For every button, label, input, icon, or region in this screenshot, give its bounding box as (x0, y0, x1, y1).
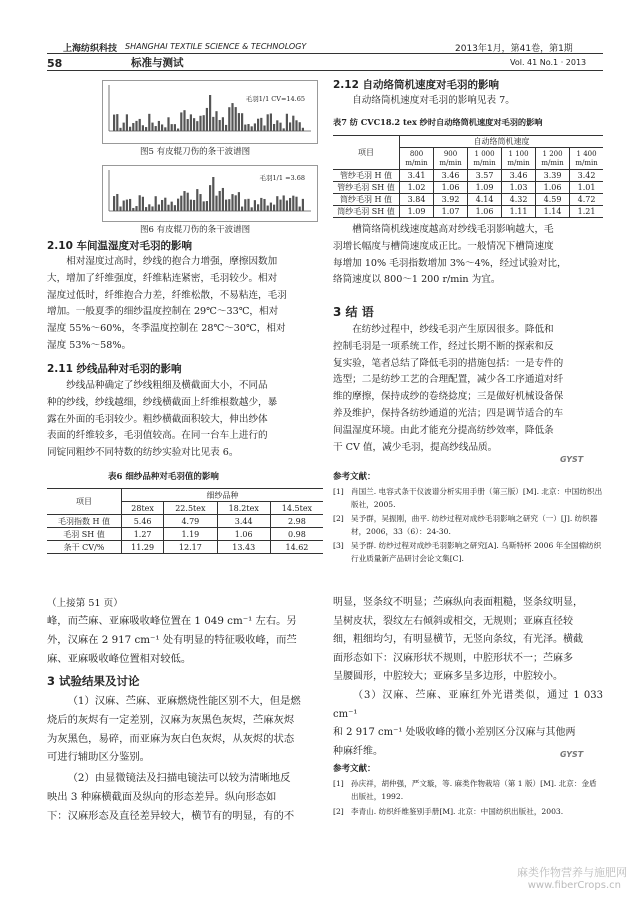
spectrum-bar (151, 123, 153, 131)
text-line: 露在外面的毛羽较少。粗纱横截面积较大，伸出纱体 (47, 413, 268, 425)
spectrum-bar (283, 128, 285, 131)
text-line: 湿度过低时，纤维抱合力差，纤维松散，不易粘连，毛羽 (47, 289, 287, 301)
section-2-12-title: 2.12 自动络筒机速度对毛羽的影响 (333, 79, 500, 91)
continued-left-intro (47, 612, 323, 668)
reference-text: 孙庆祥，胡仲强，严文璇，等. 麻类作物栽培（第 1 版）[M]. 北京：金盾出版社，1992. (351, 779, 597, 801)
spectrum-bar (295, 120, 297, 131)
table-6-cell: 1.27 (122, 528, 164, 541)
text-line: 峰，而苎麻、亚麻吸收峰位置在 1 049 cm⁻¹ 左右。另 (47, 615, 297, 627)
text-line: 每增加 10% 毛羽指数增加 3%～4%，经过试验对比， (333, 257, 567, 269)
issue-info-cn: 2013年1月，第41卷，第1期 (455, 44, 573, 54)
table-7-cell: 1.07 (434, 206, 468, 218)
table-7-cell: 1.06 (468, 206, 502, 218)
spectrum-bar (273, 205, 275, 211)
table-6-cell: 2.98 (270, 515, 323, 528)
table-6-cell: 4.79 (164, 515, 217, 528)
section-2-11-title: 2.11 纱线品种对毛羽的影响 (47, 363, 182, 375)
table-row (333, 182, 603, 194)
table-6-col-header: 14.5tex (270, 502, 323, 515)
spectrum-bar (219, 120, 221, 131)
spectrum-bar (123, 123, 125, 131)
table-7-cell: 1.14 (536, 206, 570, 218)
table-6-cell: 1.19 (164, 528, 217, 541)
spectrum-bar (151, 206, 153, 211)
text-line: 复实验，笔者总结了降低毛羽的措施包括：一是专件的 (333, 357, 564, 369)
gyst-logo: GYST (560, 455, 584, 464)
spectrum-bar (164, 198, 166, 211)
spectrum-bar (273, 124, 275, 131)
text-line: 选型；二是纺纱工艺的合理配置，减少各工序通道对纤 (333, 374, 564, 386)
spectrum-bar (177, 129, 179, 131)
continued-references-title: 参考文献： (333, 764, 376, 774)
text-line: 面形态如下：汉麻形状不规则，中腔形状不一；苎麻多 (333, 652, 573, 664)
spectrum-bar (203, 201, 205, 211)
spectrum-bar (158, 205, 160, 211)
spectrum-bar (251, 126, 253, 131)
text-line: 在纺纱过程中，纱线毛羽产生原因很多。降低和 (352, 324, 554, 335)
spectrum-bar (139, 119, 141, 131)
text-line: 烧后的灰烬有一定差别，汉麻为灰黑色灰烬，苎麻灰烬 (47, 713, 295, 726)
text-line: 和 2 917 cm⁻¹ 处吸收峰的微小差别区分汉麻与其他两 (333, 727, 576, 739)
article-separator (47, 578, 603, 586)
spectrum-bar (161, 200, 163, 211)
header-rule (47, 53, 603, 54)
spectrum-bar (196, 189, 198, 211)
figure-5-plot (103, 81, 317, 143)
text-line: 间温湿度环境。由此才能充分提高纺纱效率，降低条 (333, 424, 554, 436)
spectrum-bar (187, 193, 189, 211)
spectrum-bar (247, 199, 249, 211)
table-row (47, 528, 323, 541)
table-6-cell: 12.17 (164, 541, 217, 554)
spectrum-bar (193, 118, 195, 131)
table-7-discussion (333, 222, 603, 289)
journal-name-cn: 上海纺织科技 (63, 44, 118, 54)
reference-text: 吴予群. 纺纱过程对成纱毛羽影响之研究[A]. 乌斯特杯 2006 年全国棉纺织行业质量新产品研讨会论文集[C]. (351, 541, 602, 563)
spectrum-bar (238, 192, 240, 211)
table-7-col-header: 1 400 m/min (570, 148, 603, 170)
header-rule-2 (47, 70, 603, 71)
text-line: 麻、亚麻吸收峰位置相对较低。 (47, 652, 192, 665)
text-line: 外，汉麻在 2 917 cm⁻¹ 处有明显的特征吸收峰，而苎 (47, 633, 297, 646)
spectrum-bar (164, 127, 166, 131)
spectrum-bar (148, 114, 150, 131)
spectrum-bar (279, 123, 281, 131)
spectrum-bar (295, 197, 297, 211)
spectrum-bar (193, 200, 195, 211)
table-7-row-label: 管纱毛羽 SH 值 (333, 182, 400, 194)
conclusion-title: 3 结 语 (333, 305, 374, 319)
table-7-cell: 3.92 (434, 194, 468, 206)
table-6-cell: 5.46 (122, 515, 164, 528)
table-7-cell: 3.46 (434, 170, 468, 182)
table-7-caption: 表7 纺 CVC18.2 tex 纱时自动络筒机速度对毛羽的影响 (333, 117, 543, 127)
spectrum-bar (113, 196, 115, 211)
text-line: 纱线品种确定了纱线粗细及横截面大小，不同品 (66, 380, 268, 391)
text-line: 维的摩擦，保持成纱的卷绕捻度；三是做好机械设备保 (333, 391, 564, 403)
section-2-12-intro: 自动络筒机速度对毛羽的影响见表 7。 (352, 95, 515, 106)
table-7-group-header: 自动络筒机速度 (400, 136, 604, 148)
spectrum-bar (145, 207, 147, 211)
spectrum-bar (171, 124, 173, 131)
table-6 (47, 488, 323, 554)
spectrum-bar (263, 125, 265, 131)
spectrum-bar (161, 124, 163, 131)
spectrum-bar (241, 113, 243, 131)
spectrum-bar (187, 119, 189, 131)
figure-5-inset: 毛羽1/1 CV=14.65 (245, 95, 305, 103)
table-7-cell: 1.09 (400, 206, 434, 218)
spectrum-bar (260, 198, 262, 211)
spectrum-bar (145, 127, 147, 131)
table-7-cell: 1.06 (434, 182, 468, 194)
table-7-col-header: 1 200 m/min (536, 148, 570, 170)
table-row (47, 541, 323, 554)
reference-number: [1] (333, 779, 344, 788)
table-6-col-header: 22.5tex (164, 502, 217, 515)
text-line: 可进行辅助区分鉴别。 (47, 751, 150, 764)
text-line: 明显，竖条纹不明显；苎麻纵向表面粗糙，竖条纹明显， (333, 597, 583, 608)
table-7-row-label: 筒纱毛羽 SH 值 (333, 206, 400, 218)
spectrum-bar (289, 198, 291, 211)
spectrum-bar (148, 204, 150, 211)
table-6-group-header: 细纱品种 (122, 489, 324, 502)
spectrum-bar (251, 207, 253, 211)
spectrum-bar (158, 121, 160, 131)
spectrum-bar (119, 128, 121, 131)
spectrum-bar (231, 194, 233, 211)
table-7-col-header: 1 100 m/min (502, 148, 536, 170)
spectrum-bar (180, 112, 182, 131)
table-7-cell: 1.02 (400, 182, 434, 194)
table-6-cell: 11.29 (122, 541, 164, 554)
reference-number: [2] (333, 514, 344, 523)
spectrum-bar (174, 124, 176, 131)
text-line: 表面的纤维较多，毛羽值较高。在同一台车上进行的 (47, 430, 268, 442)
spectrum-bar (235, 195, 237, 211)
spectrum-bar (228, 199, 230, 211)
text-line: 控制毛羽是一项系统工作，经过长期不断的探索和反 (333, 340, 554, 352)
table-6-row-label: 毛羽 SH 值 (47, 528, 122, 541)
spectrum-bar (270, 113, 272, 131)
spectrum-bar (219, 191, 221, 211)
figure-5-spectrum (102, 80, 318, 144)
spectrum-bar (260, 118, 262, 131)
spectrum-bar (286, 200, 288, 211)
table-7-col-header: 1 000 m/min (468, 148, 502, 170)
table-7-cell: 3.41 (400, 170, 434, 182)
reference-text: 吴予群，吴振刚，曲平. 纺纱过程对成纱毛羽影响之研究（一）[J]. 纺织器材，2006，33（6）：24-30. (351, 514, 598, 536)
table-7-cell: 1.09 (468, 182, 502, 194)
table-6-col-header: 28tex (122, 502, 164, 515)
spectrum-bar (279, 200, 281, 211)
spectrum-bar (215, 111, 217, 131)
text-line: 羽增长幅度与槽筒速度成正比。一般情况下槽筒速度 (333, 240, 554, 252)
spectrum-bar (215, 196, 217, 211)
reference-item (333, 778, 603, 803)
spectrum-bar (299, 122, 301, 131)
figure-6-caption: 图6 有皮辊刀伤的条干波谱图 (140, 225, 251, 235)
table-6-row-label: 毛羽指数 H 值 (47, 515, 122, 528)
text-line: 大，增加了纤维强度，纤维粘连紧密，毛羽较少。相对 (47, 272, 278, 284)
spectrum-bar (247, 124, 249, 131)
table-7-col-header: 800 m/min (400, 148, 434, 170)
spectrum-bar (203, 115, 205, 131)
spectrum-bar (183, 110, 185, 131)
reference-text: 肖国兰. 电容式条干仪波谱分析实用手册（第三版）[M]. 北京：中国纺织出版社，2005. (351, 487, 603, 509)
continued-right-body (333, 594, 603, 761)
spectrum-bar (225, 200, 227, 211)
table-6-col-header: 18.2tex (217, 502, 270, 515)
spectrum-bar (244, 199, 246, 211)
spectrum-bar (113, 115, 115, 131)
spectrum-bar (155, 196, 157, 211)
spectrum-bar (116, 114, 118, 131)
text-line: 槽筒络筒机线速度越高对纱线毛羽影响越大，毛 (352, 224, 554, 235)
spectrum-bar (292, 116, 294, 131)
table-6-item-header: 项目 (47, 489, 122, 515)
spectrum-bar (254, 200, 256, 211)
spectrum-bar (139, 195, 141, 211)
spectrum-bar (254, 123, 256, 131)
spectrum-bar (123, 201, 125, 211)
spectrum-bar (225, 125, 227, 131)
text-line: 相对湿度过高时，纱线的抱合力增强，摩擦因数加 (66, 256, 278, 267)
table-7-cell: 1.01 (570, 182, 603, 194)
table-row (333, 206, 603, 218)
continued-label: （上接第 51 页） (47, 598, 123, 609)
table-7-cell: 4.72 (570, 194, 603, 206)
spectrum-bar (231, 103, 233, 131)
text-line: 络筒速度以 800～1 200 r/min 为宜。 (333, 274, 501, 286)
spectrum-bar (174, 205, 176, 211)
table-7-cell: 3.84 (400, 194, 434, 206)
text-line: 干 CV 值，减少毛羽，提高纱线品质。 (333, 441, 498, 453)
section-2-10-title: 2.10 车间温湿度对毛羽的影响 (47, 240, 193, 252)
reference-item (333, 540, 603, 565)
reference-number: [3] (333, 541, 344, 550)
table-6-row-label: 条干 CV/% (47, 541, 122, 554)
spectrum-bar (155, 126, 157, 131)
table-7-cell: 4.32 (502, 194, 536, 206)
reference-text: 李青山. 纺织纤维鉴别手册[M]. 北京：中国纺织出版社，2003. (351, 807, 564, 816)
table-7-cell: 1.11 (502, 206, 536, 218)
reference-number: [1] (333, 487, 344, 496)
table-7-item-header: 项目 (333, 136, 400, 170)
spectrum-bar (129, 127, 131, 131)
spectrum-bar (212, 177, 214, 211)
spectrum-bar (283, 195, 285, 211)
spectrum-bar (276, 120, 278, 131)
spectrum-bar (180, 196, 182, 211)
table-6-caption: 表6 细纱品种对毛羽值的影响 (108, 472, 219, 482)
spectrum-bar (212, 117, 214, 131)
table-6-cell: 13.43 (217, 541, 270, 554)
watermark-text: 麻类作物营养与施肥网 (517, 866, 627, 879)
text-line: （2）由显微镜法及扫描电镜法可以较为清晰地反 (67, 772, 291, 785)
gyst-logo-2: GYST (560, 750, 584, 759)
spectrum-bar (302, 128, 304, 131)
spectrum-bar (222, 188, 224, 211)
text-line: 呈腰圆形，中腔较大；亚麻多呈多边形，中腔较小。 (333, 671, 563, 683)
table-7-row-label: 管纱毛羽 H 值 (333, 170, 400, 182)
spectrum-bar (116, 194, 118, 211)
column-title: 标准与测试 (131, 57, 184, 69)
table-7-cell: 4.59 (536, 194, 570, 206)
page-number: 58 (47, 57, 63, 70)
spectrum-bar (190, 114, 192, 131)
spectrum-bar (190, 200, 192, 211)
table-7-cell: 4.14 (468, 194, 502, 206)
spectrum-bar (267, 114, 269, 131)
spectrum-bar (209, 95, 211, 131)
table-6-cell: 14.62 (270, 541, 323, 554)
spectrum-bar (257, 204, 259, 211)
spectrum-bar (238, 113, 240, 131)
spectrum-bar (222, 117, 224, 131)
reference-item (333, 806, 603, 819)
spectrum-bar (132, 123, 134, 131)
spectrum-bar (199, 194, 201, 211)
spectrum-bar (129, 199, 131, 211)
spectrum-bar (289, 122, 291, 131)
spectrum-bar (228, 107, 230, 131)
references-list (333, 486, 603, 565)
spectrum-bar (177, 199, 179, 211)
figure-6-inset: 毛羽1/1 =3.68 (259, 174, 305, 182)
reference-item (333, 486, 603, 511)
table-7-cell: 3.42 (570, 170, 603, 182)
spectrum-bar (167, 117, 169, 131)
table-row (333, 170, 603, 182)
section-2-10-body (47, 254, 323, 355)
spectrum-bar (267, 206, 269, 211)
journal-name-en: SHANGHAI TEXTILE SCIENCE & TECHNOLOGY (125, 42, 307, 51)
spectrum-bar (196, 121, 198, 131)
continued-references-list (333, 778, 603, 819)
spectrum-bar (302, 199, 304, 211)
table-7-cell: 1.03 (502, 182, 536, 194)
text-line: 湿度 55%～60%，冬季温度控制在 28℃～30℃，相对 (47, 323, 286, 335)
spectrum-bar (142, 125, 144, 131)
text-line: 下：汉麻形态及直径差异较大，横节有的明显，有的不 (47, 809, 295, 822)
section-2-11-body (47, 378, 323, 462)
table-7-cell: 3.57 (468, 170, 502, 182)
spectrum-bar (119, 206, 121, 211)
table-row (333, 194, 603, 206)
issue-info-en: Vol. 41 No.1 · 2013 (510, 58, 587, 67)
figure-6-spectrum (102, 165, 318, 222)
watermark-url: www.fiberCrops.cn (527, 880, 621, 891)
spectrum-bar (126, 200, 128, 211)
spectrum-bar (235, 107, 237, 131)
text-line: （1）汉麻、苎麻、亚麻燃烧性能区别不大，但是燃 (67, 695, 301, 707)
spectrum-bar (206, 108, 208, 131)
text-line: （3）汉麻、苎麻、亚麻红外光谱类似，通过 1 033 cm⁻¹ (333, 689, 603, 720)
text-line: 湿度 53%～58%。 (47, 339, 132, 351)
spectrum-bar (183, 191, 185, 211)
conclusion-body (333, 322, 603, 456)
section-3-title: 3 试验结果及讨论 (47, 674, 140, 688)
table-6-cell: 1.06 (217, 528, 270, 541)
section-3-body (47, 692, 323, 826)
spectrum-bar (132, 208, 134, 211)
spectrum-bar (142, 197, 144, 211)
text-line: 为灰黑色，易碎，而亚麻为灰白色灰烬，从灰烬的状态 (47, 732, 295, 745)
spectrum-bar (171, 202, 173, 211)
spectrum-bar (292, 196, 294, 211)
spectrum-bar (135, 206, 137, 211)
table-7 (333, 135, 603, 218)
spectrum-bar (135, 121, 137, 131)
table-7-col-header: 900 m/min (434, 148, 468, 170)
text-line: 映出 3 种麻横截面及纵向的形态差异。纵向形态如 (47, 790, 277, 803)
reference-item (333, 513, 603, 538)
text-line: 同锭同粗纱不同特数的纺纱实验对比见表 6。 (47, 447, 239, 459)
reference-number: [2] (333, 807, 344, 816)
spectrum-bar (126, 114, 128, 131)
spectrum-bar (199, 116, 201, 131)
table-7-row-label: 筒纱毛羽 H 值 (333, 194, 400, 206)
references-title: 参考文献： (333, 472, 376, 482)
spectrum-bar (299, 207, 301, 211)
spectrum-bar (244, 125, 246, 131)
spectrum-bar (263, 199, 265, 211)
text-line: 细，粗细均匀，有明显横节，无竖向条纹，有光泽。横截 (333, 634, 583, 646)
text-line: 呈树皮状，裂纹左右倾斜或相交，无规则；亚麻直径较 (333, 615, 573, 627)
spectrum-bar (286, 114, 288, 131)
text-line: 种麻纤维。 (333, 745, 383, 757)
text-line: 养及维护，保持各纺纱通道的光洁；四是调节适合的车 (333, 407, 564, 419)
table-row (47, 515, 323, 528)
table-7-cell: 3.39 (536, 170, 570, 182)
text-line: 种的纱线，纱线越细，纱线横截面上纤维根数越少，暴 (47, 396, 278, 408)
table-7-cell: 1.21 (570, 206, 603, 218)
table-6-cell: 0.98 (270, 528, 323, 541)
table-6-cell: 3.44 (217, 515, 270, 528)
text-line: 增加。一般夏季的细纱温度控制在 29℃～33℃，相对 (47, 306, 279, 318)
spectrum-bar (276, 196, 278, 211)
spectrum-bar (167, 205, 169, 211)
spectrum-bar (209, 185, 211, 211)
spectrum-bar (270, 203, 272, 211)
figure-5-caption: 图5 有皮辊刀伤的条干波谱图 (140, 147, 251, 157)
spectrum-bar (257, 119, 259, 131)
table-7-cell: 3.46 (502, 170, 536, 182)
spectrum-bar (241, 207, 243, 211)
spectrum-bar (206, 201, 208, 211)
table-7-cell: 1.06 (536, 182, 570, 194)
